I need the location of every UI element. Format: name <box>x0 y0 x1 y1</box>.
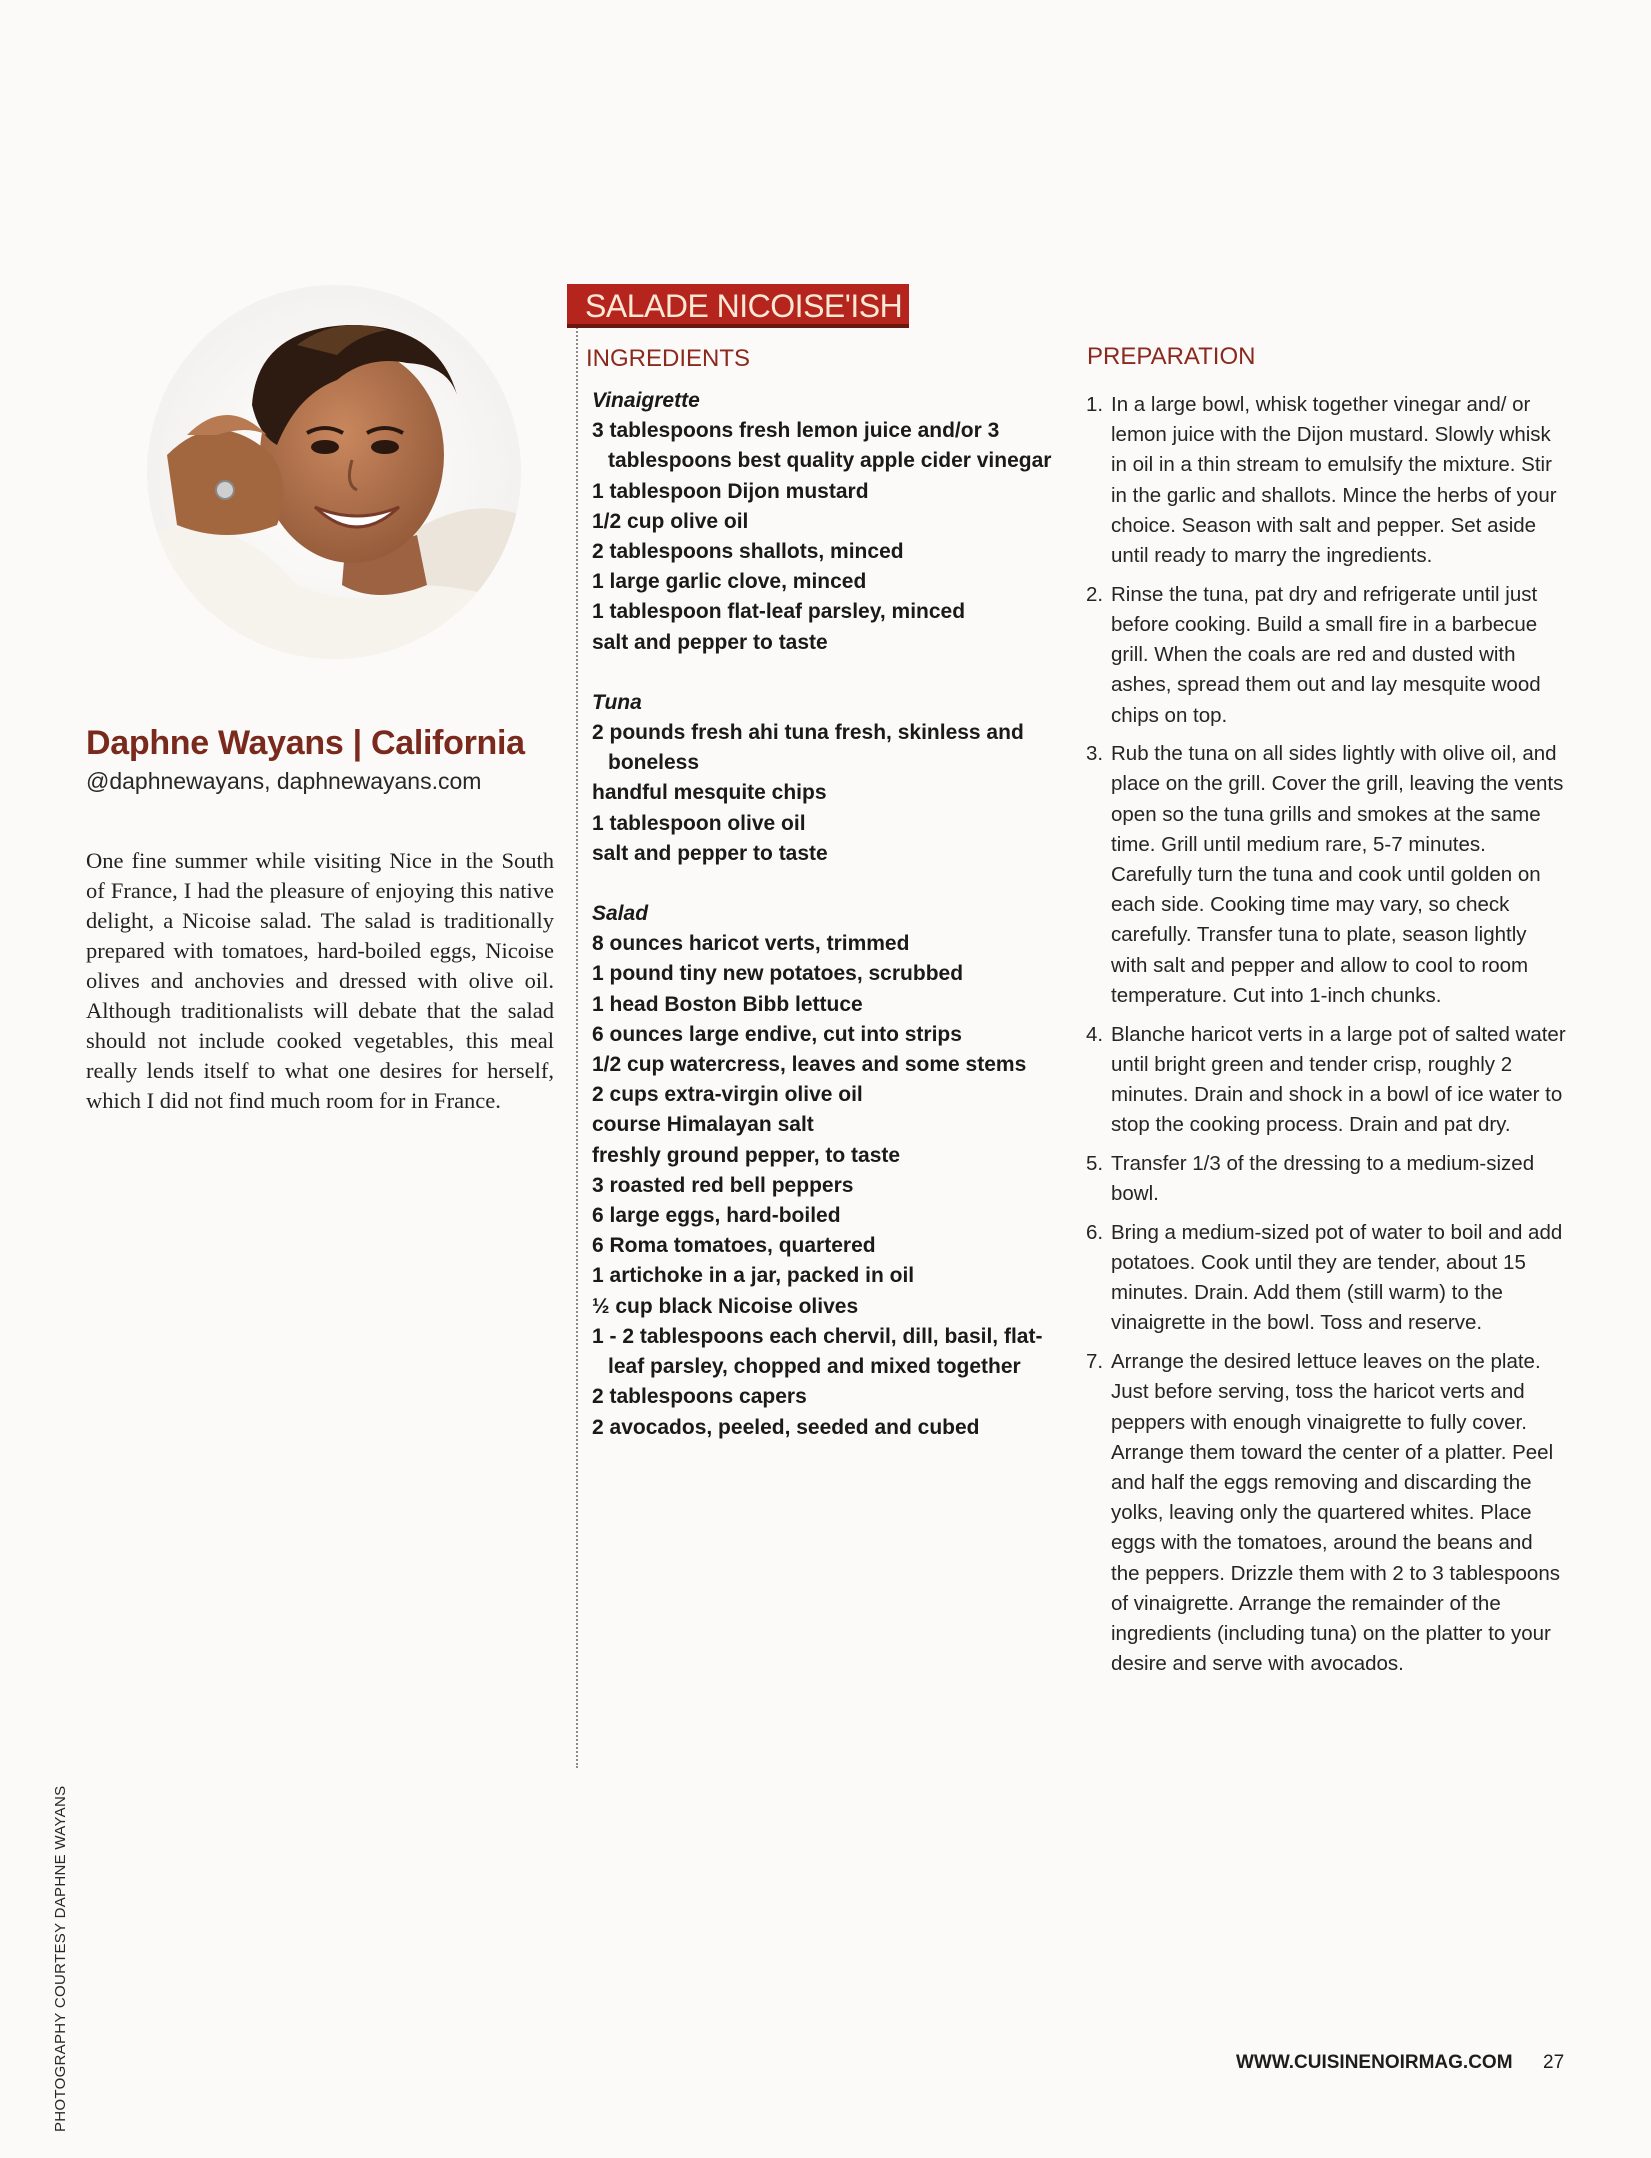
intro-paragraph: One fine summer while visiting Nice in the South of France, I had the pleasure of enjoying this native delight, a Nicoise salad. The salad is traditionally prepared with tomatoes, hard-boiled eggs, Nicoise olives and anchovies and dressed with olive oil. Although traditionalists will debate that the salad should not include cooked vegetables, this meal really lends itself to what one desires for herself, which I did not find much room for in France. <box>86 848 554 1113</box>
preparation-step <box>1086 1020 1566 1141</box>
step-text: Arrange the desired lettuce leaves on the plate. Just before serving, toss the haricot verts and peppers with enough vinaigrette to fully cover. Arrange them toward the center of a platter. Peel and half the eggs removing and discarding the yolks, leaving only the quartered whites. Place eggs with the tomatoes, around the beans and the peppers. Drizzle them with 2 to 3 tablespoons of vinaigrette. Arrange the remainder of the ingredients (including tuna) on the platter to your desire and serve with avocados. <box>1111 1350 1560 1676</box>
ingredient-item: 1/2 cup olive oil <box>592 509 749 533</box>
ingredient-item: 2 avocados, peeled, seeded and cubed <box>592 1415 980 1439</box>
preparation-step <box>1086 1149 1566 1209</box>
preparation-step <box>1086 390 1566 571</box>
preparation-heading: PREPARATION <box>1087 343 1256 370</box>
ingredient-items <box>592 929 1052 1442</box>
author-contact: @daphnewayans, daphnewayans.com <box>86 768 482 794</box>
ingredient-item: 2 pounds fresh ahi tuna fresh, skinless and boneless <box>592 721 1024 775</box>
ingredient-item: 1 tablespoon Dijon mustard <box>592 479 869 503</box>
ingredient-item: 6 Roma tomatoes, quartered <box>592 1234 876 1258</box>
ingredient-item: 3 roasted red bell peppers <box>592 1173 854 1197</box>
portrait-illustration <box>147 285 521 659</box>
ingredient-item: course Himalayan salt <box>592 1113 814 1137</box>
step-number: 1. <box>1086 393 1104 416</box>
recipe-title: SALADE NICOISE'ISH <box>567 284 909 328</box>
step-number: 6. <box>1086 1220 1104 1244</box>
ingredient-item: 1 head Boston Bibb lettuce <box>592 992 863 1016</box>
ingredient-items <box>592 718 1052 869</box>
step-number: 3. <box>1086 742 1104 766</box>
author-name: Daphne Wayans | California <box>86 724 525 762</box>
ingredients-list <box>592 386 1052 1473</box>
preparation-step <box>1086 580 1566 731</box>
ingredient-group-title: Tuna <box>592 690 642 714</box>
ingredient-item: handful mesquite chips <box>592 781 827 805</box>
ingredient-item: 1 - 2 tablespoons each chervil, dill, basil, flat-leaf parsley, chopped and mixed together <box>592 1324 1043 1379</box>
preparation-step <box>1086 1347 1566 1679</box>
ingredient-items <box>592 416 1052 658</box>
ingredient-item: 6 ounces large endive, cut into strips <box>592 1022 962 1046</box>
step-number: 7. <box>1086 1350 1104 1374</box>
ingredient-item: 1 tablespoon flat-leaf parsley, minced <box>592 600 966 624</box>
ingredient-group-salad <box>592 899 1052 1443</box>
ingredient-item: 1/2 cup watercress, leaves and some stems <box>592 1053 1027 1077</box>
ingredient-group-title: Salad <box>592 902 649 926</box>
ingredient-item: ½ cup black Nicoise olives <box>592 1294 859 1318</box>
page-number: 27 <box>1543 2052 1565 2073</box>
photo-credit: PHOTOGRAPHY COURTESY DAPHNE WAYANS <box>52 1785 69 2132</box>
ingredient-group-vinaigrette <box>592 386 1052 658</box>
ingredient-item: 1 tablespoon olive oil <box>592 811 806 835</box>
ingredient-item: 2 tablespoons shallots, minced <box>592 540 904 564</box>
step-text: In a large bowl, whisk together vinegar and/ or lemon juice with the Dijon mustard. Slowly whisk in oil in a thin stream to emulsify the mixture. Stir in the garlic and shallots. Mince the herbs of your choice. Season with salt and pepper. Set aside until ready to marry the ingredients. <box>1111 393 1557 568</box>
preparation-step <box>1086 1218 1566 1339</box>
step-number: 4. <box>1086 1022 1104 1046</box>
ingredient-item: 1 large garlic clove, minced <box>592 570 867 594</box>
ingredient-item: 2 cups extra-virgin olive oil <box>592 1083 863 1107</box>
step-number: 2. <box>1086 582 1104 606</box>
step-text: Transfer 1/3 of the dressing to a medium-sized bowl. <box>1111 1151 1535 1206</box>
footer-url[interactable]: WWW.CUISINENOIRMAG.COM <box>1236 2052 1513 2073</box>
step-text: Bring a medium-sized pot of water to boil and add potatoes. Cook until they are tender, about 15 minutes. Drain. Add them (still warm) to the vinaigrette in the bowl. Toss and reserve. <box>1111 1220 1563 1335</box>
ingredient-item: 1 pound tiny new potatoes, scrubbed <box>592 962 964 986</box>
ingredient-group-title: Vinaigrette <box>592 389 700 412</box>
preparation-steps <box>1086 390 1566 1688</box>
ingredient-item: 1 artichoke in a jar, packed in oil <box>592 1264 915 1288</box>
step-number: 5. <box>1086 1151 1104 1175</box>
step-text: Blanche haricot verts in a large pot of salted water until bright green and tender crisp, roughly 2 minutes. Drain and shock in a bowl of ice water to stop the cooking process. Drain and pat dry. <box>1111 1022 1566 1137</box>
ingredient-item: freshly ground pepper, to taste <box>592 1143 901 1167</box>
ingredient-group-tuna <box>592 688 1052 869</box>
step-text: Rinse the tuna, pat dry and refrigerate until just before cooking. Build a small fire in a barbecue grill. When the coals are red and dusted with ashes, spread them out and lay mesquite wood chips on top. <box>1111 582 1541 727</box>
ingredient-item: salt and pepper to taste <box>592 841 828 865</box>
preparation-step <box>1086 739 1566 1011</box>
ingredient-item: 8 ounces haricot verts, trimmed <box>592 932 910 956</box>
ingredient-item: 3 tablespoons fresh lemon juice and/or 3 tablespoons best quality apple cider vinegar <box>592 419 1052 473</box>
ingredient-item: 6 large eggs, hard-boiled <box>592 1204 841 1228</box>
ingredients-heading: INGREDIENTS <box>586 345 751 372</box>
column-divider <box>576 320 578 1768</box>
ingredient-item: 2 tablespoons capers <box>592 1385 807 1409</box>
author-portrait-photo <box>147 285 521 659</box>
ingredient-item: salt and pepper to taste <box>592 630 828 654</box>
step-text: Rub the tuna on all sides lightly with olive oil, and place on the grill. Cover the grill, leaving the vents open so the tuna grills and smokes at the same time. Grill until medium rare, 5-7 minutes. Carefully turn the tuna and cook until golden on each side. Cooking time may vary, so check carefully. Transfer tuna to plate, season lightly with salt and pepper and allow to cool to room temperature. Cut into 1-inch chunks. <box>1111 742 1564 1007</box>
